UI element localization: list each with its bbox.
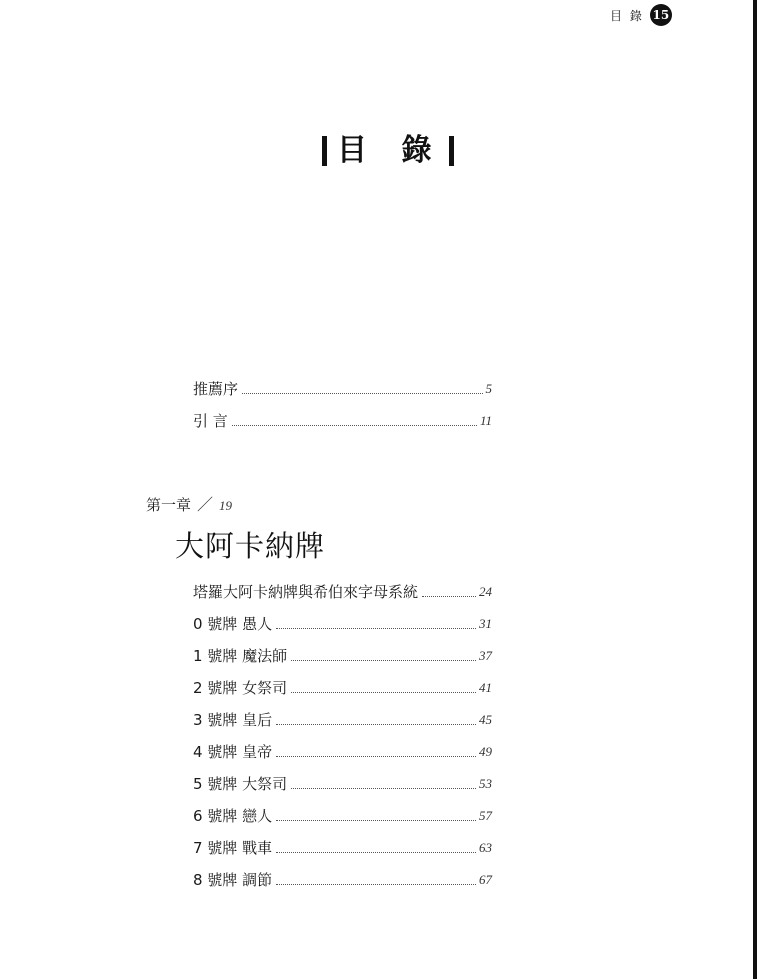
toc-entry-title: 引 言 xyxy=(193,412,228,430)
dot-leader xyxy=(291,691,476,693)
toc-entry-page: 31 xyxy=(479,616,492,631)
toc-entry-page: 37 xyxy=(479,648,492,663)
toc-entry-page: 63 xyxy=(479,840,492,855)
chapter-label[interactable] xyxy=(146,492,232,515)
page-edge-border xyxy=(753,0,757,979)
dot-leader xyxy=(422,595,476,597)
toc-entry-title: 6 號牌 戀人 xyxy=(193,807,273,825)
toc-entry[interactable] xyxy=(193,580,492,602)
toc-entry-page: 67 xyxy=(479,872,492,887)
chapter-page: 19 xyxy=(219,498,233,513)
toc-entry-title: 0 號牌 愚人 xyxy=(193,615,273,633)
toc-entry[interactable] xyxy=(193,708,492,730)
dot-leader xyxy=(242,392,482,394)
toc-entry-page: 45 xyxy=(479,712,492,727)
dot-leader xyxy=(276,851,476,853)
toc-entry[interactable] xyxy=(193,868,492,890)
toc-entry-title: 4 號牌 皇帝 xyxy=(193,743,273,761)
toc-entry[interactable] xyxy=(193,377,492,399)
page-number-badge: 15 xyxy=(650,4,672,26)
chapter-title: 大阿卡納牌 xyxy=(175,529,326,563)
toc-entry-page: 5 xyxy=(485,381,492,396)
toc-entry[interactable] xyxy=(193,676,492,698)
running-header xyxy=(610,4,672,26)
toc-entry-page: 57 xyxy=(479,808,492,823)
toc-entry-page: 11 xyxy=(479,413,492,428)
toc-entry-title: 5 號牌 大祭司 xyxy=(193,775,288,793)
chapter-slash: ／ xyxy=(197,495,214,514)
toc-entry-title: 塔羅大阿卡納牌與希伯來字母系統 xyxy=(193,583,419,601)
dot-leader xyxy=(276,627,476,629)
dot-leader xyxy=(291,659,476,661)
title-bar-right xyxy=(449,136,454,166)
toc-entry[interactable] xyxy=(193,772,492,794)
toc-entry[interactable] xyxy=(193,612,492,634)
toc-entry-title: 8 號牌 調節 xyxy=(193,871,273,889)
toc-entry[interactable] xyxy=(193,804,492,826)
page-title-text: 目 錄 xyxy=(337,133,444,168)
toc-entry[interactable] xyxy=(193,409,492,431)
title-bar-left xyxy=(322,136,327,166)
dot-leader xyxy=(276,819,476,821)
toc-entry-page: 53 xyxy=(479,776,492,791)
toc-entry[interactable] xyxy=(193,836,492,858)
toc-entry[interactable] xyxy=(193,644,492,666)
dot-leader xyxy=(276,755,476,757)
toc-entry-title: 2 號牌 女祭司 xyxy=(193,679,288,697)
toc-entry-title: 1 號牌 魔法師 xyxy=(193,647,288,665)
toc-entry-title: 推薦序 xyxy=(193,380,239,398)
toc-entry-title: 3 號牌 皇后 xyxy=(193,711,273,729)
toc-entry-title: 7 號牌 戰車 xyxy=(193,839,273,857)
toc-entry-page: 49 xyxy=(479,744,492,759)
toc-entry-page: 24 xyxy=(479,584,492,599)
toc-entry[interactable] xyxy=(193,740,492,762)
page-title xyxy=(322,134,454,168)
dot-leader xyxy=(276,883,476,885)
dot-leader xyxy=(291,787,476,789)
toc-entry-page: 41 xyxy=(479,680,492,695)
dot-leader xyxy=(232,424,477,426)
running-title: 目 錄 xyxy=(610,8,644,23)
dot-leader xyxy=(276,723,476,725)
chapter-number: 第一章 xyxy=(146,496,192,514)
